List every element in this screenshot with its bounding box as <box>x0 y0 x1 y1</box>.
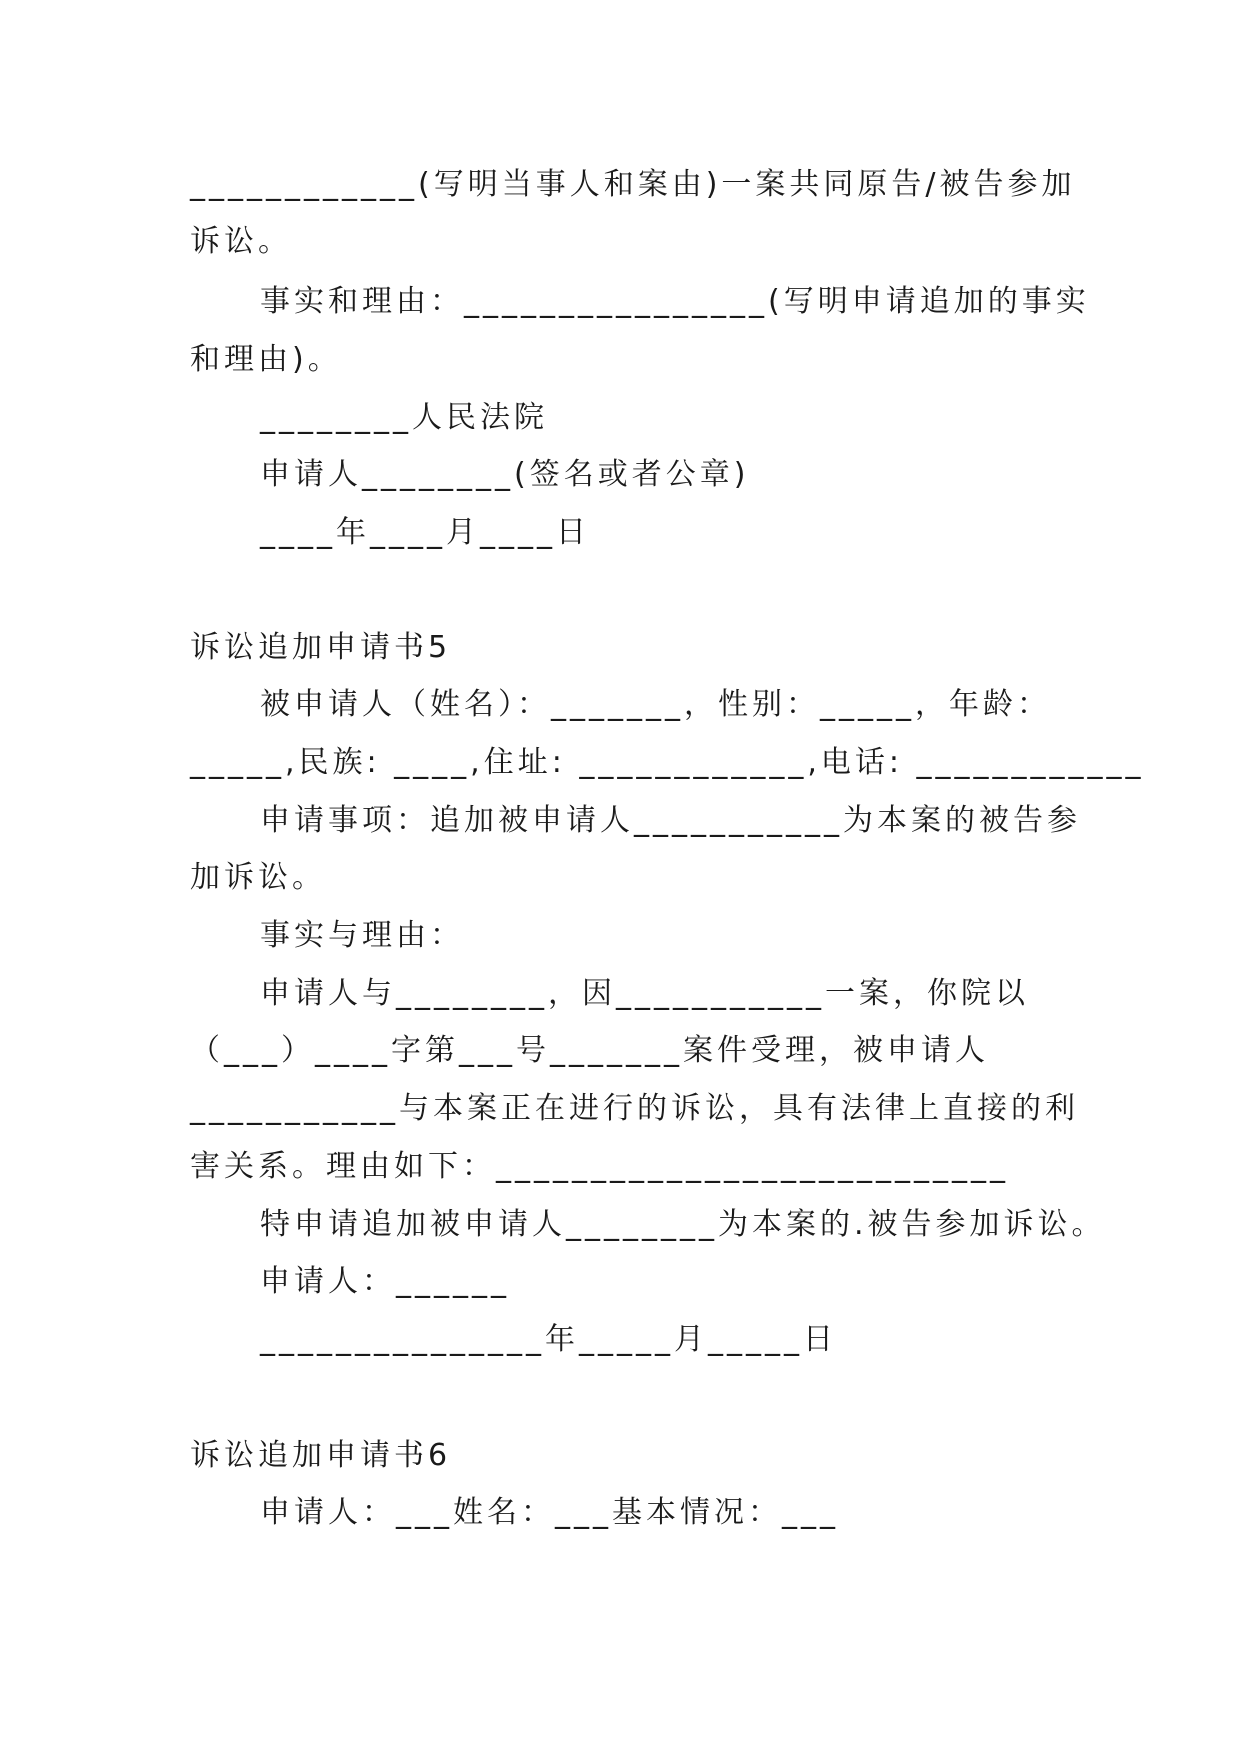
text-line-12: 加诉讼。 <box>190 860 326 895</box>
text-line-6: 申请人________(签名或者公章) <box>260 457 750 492</box>
text-line-16: ___________与本案正在进行的诉讼，具有法律上直接的利 <box>190 1091 1079 1126</box>
text-line-4: 和理由)。 <box>190 342 342 377</box>
text-line-18: 特申请追加被申请人________为本案的.被告参加诉讼。 <box>260 1207 1106 1242</box>
text-line-2: 诉讼。 <box>190 224 292 259</box>
text-line-7: ____年____月____日 <box>260 515 590 550</box>
text-line-20: _______________年_____月_____日 <box>260 1322 837 1357</box>
text-line-10: _____,民族: ____,住址: ____________,电话: ____________ <box>190 745 1145 780</box>
text-line-17: 害关系。理由如下：___________________________ <box>190 1149 1009 1184</box>
text-line-11: 申请事项：追加被申请人___________为本案的被告参 <box>260 803 1081 838</box>
text-line-14: 申请人与________，因___________一案，你院以 <box>260 976 1029 1011</box>
text-line-1: ____________(写明当事人和案由)一案共同原告/被告参加 <box>190 167 1076 202</box>
text-line-13: 事实与理由： <box>260 918 464 953</box>
text-line-5: ________人民法院 <box>260 400 548 435</box>
text-line-9: 被申请人（姓名）：_______，性别：_____，年龄： <box>260 687 1051 722</box>
text-line-19: 申请人：______ <box>260 1264 510 1299</box>
section-title-5: 诉讼追加申请书5 <box>190 630 452 665</box>
text-line-3: 事实和理由：________________(写明申请追加的事实 <box>260 284 1090 319</box>
text-line-15: （___）____字第___号_______案件受理，被申请人 <box>190 1033 989 1068</box>
text-line-22: 申请人：___姓名：___基本情况：___ <box>260 1495 839 1530</box>
section-title-6: 诉讼追加申请书6 <box>190 1438 452 1473</box>
